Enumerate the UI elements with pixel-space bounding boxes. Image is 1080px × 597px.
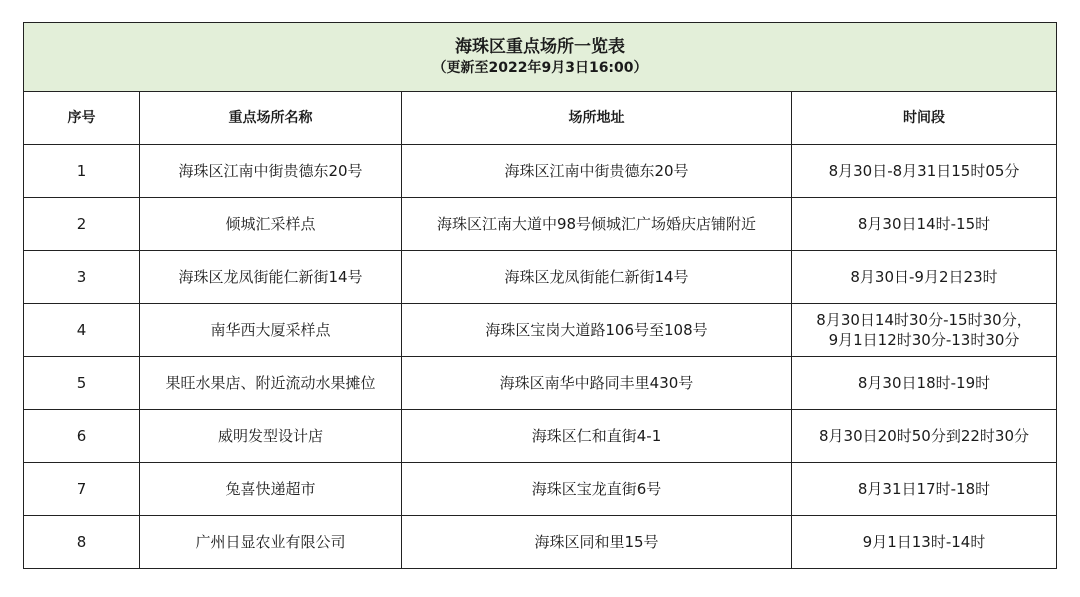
title-row: [24, 23, 1057, 92]
row-no: 4: [24, 304, 140, 357]
row-time: 9月1日13时-14时: [792, 516, 1057, 569]
row-name: 海珠区龙凤街能仁新街14号: [140, 251, 402, 304]
row-address: 海珠区宝龙直街6号: [402, 463, 792, 516]
row-no: 7: [24, 463, 140, 516]
header-name: 重点场所名称: [140, 92, 402, 145]
row-name: 南华西大厦采样点: [140, 304, 402, 357]
row-name: 海珠区江南中街贵德东20号: [140, 145, 402, 198]
table-row: [24, 198, 1057, 251]
row-name: 兔喜快递超市: [140, 463, 402, 516]
row-address: 海珠区同和里15号: [402, 516, 792, 569]
row-time-line2: 9月1日12时30分-13时30分: [828, 331, 1020, 349]
row-no: 1: [24, 145, 140, 198]
table-subtitle: （更新至2022年9月3日16:00）: [432, 60, 648, 76]
row-address: 海珠区宝岗大道路106号至108号: [402, 304, 792, 357]
row-address: 海珠区仁和直街4-1: [402, 410, 792, 463]
table-container: [23, 22, 1056, 569]
row-time: [792, 304, 1057, 357]
row-no: 5: [24, 357, 140, 410]
row-name: 倾城汇采样点: [140, 198, 402, 251]
row-time: 8月30日-8月31日15时05分: [792, 145, 1057, 198]
table-row: [24, 516, 1057, 569]
table-title: 海珠区重点场所一览表: [455, 37, 625, 57]
header-address: 场所地址: [402, 92, 792, 145]
row-name: 威明发型设计店: [140, 410, 402, 463]
row-time: 8月30日20时50分到22时30分: [792, 410, 1057, 463]
row-time: 8月30日14时-15时: [792, 198, 1057, 251]
header-no: 序号: [24, 92, 140, 145]
row-time-line1: 8月30日14时30分-15时30分，: [816, 311, 1032, 329]
table-row: [24, 357, 1057, 410]
key-places-table: [23, 22, 1057, 569]
table-row: [24, 304, 1057, 357]
header-row: [24, 92, 1057, 145]
row-time: 8月31日17时-18时: [792, 463, 1057, 516]
row-address: 海珠区江南大道中98号倾城汇广场婚庆店铺附近: [402, 198, 792, 251]
table-row: [24, 463, 1057, 516]
row-no: 2: [24, 198, 140, 251]
row-no: 6: [24, 410, 140, 463]
table-row: [24, 145, 1057, 198]
title-cell: [24, 23, 1057, 92]
row-name: 广州日显农业有限公司: [140, 516, 402, 569]
row-address: 海珠区龙凤街能仁新街14号: [402, 251, 792, 304]
row-no: 8: [24, 516, 140, 569]
row-no: 3: [24, 251, 140, 304]
header-time: 时间段: [792, 92, 1057, 145]
table-row: [24, 251, 1057, 304]
row-name: 果旺水果店、附近流动水果摊位: [140, 357, 402, 410]
table-row: [24, 410, 1057, 463]
row-time: 8月30日18时-19时: [792, 357, 1057, 410]
row-address: 海珠区江南中街贵德东20号: [402, 145, 792, 198]
row-time: 8月30日-9月2日23时: [792, 251, 1057, 304]
row-address: 海珠区南华中路同丰里430号: [402, 357, 792, 410]
